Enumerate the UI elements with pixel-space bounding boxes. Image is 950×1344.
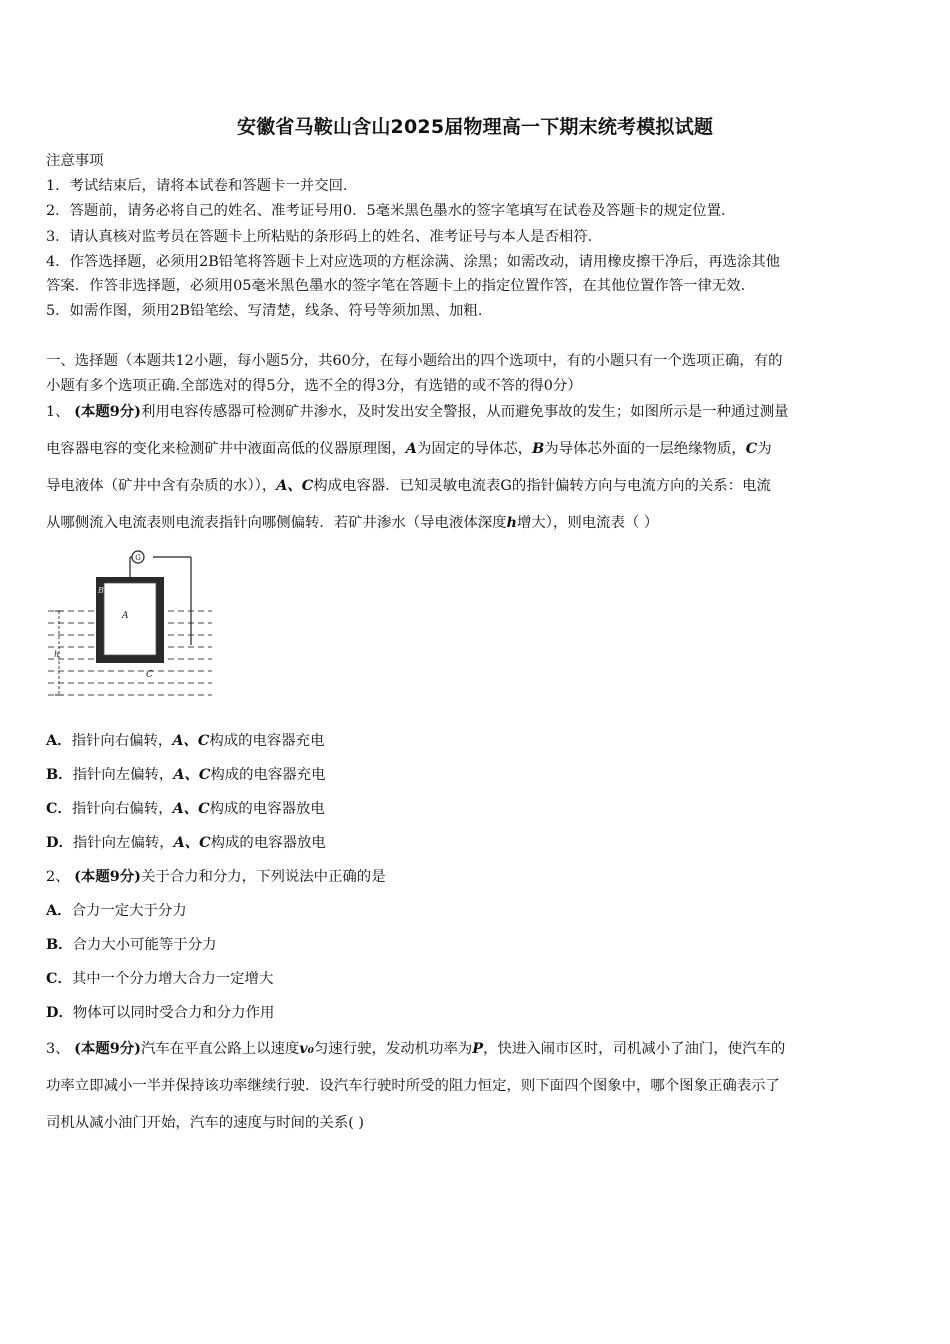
q1-score: (本题9分) <box>74 403 141 420</box>
notice-item-4: 4．作答选择题，必须用2B铅笔将答题卡上对应选项的方框涂满、涂黑；如需改动，请用橡皮擦干净后，再选涂其他 <box>46 254 781 270</box>
q1-option-b <box>46 765 325 785</box>
capacitor-diagram <box>46 545 214 705</box>
q1-option-a-post: 构成的电容器充电 <box>209 733 325 749</box>
q1-option-b-key: B． <box>46 766 73 783</box>
q1-option-c-pre: 指针向右偏转， <box>71 801 173 817</box>
q2-option-c-key: C． <box>46 970 72 987</box>
q1-line4 <box>46 513 658 533</box>
q1-text-2d: 为 <box>757 441 772 457</box>
q3-line2: 功率立即减小一半并保持该功率继续行驶．设汽车行驶时所受的阻力恒定，则下面四个图象中，哪个图象正确表示了 <box>46 1078 780 1094</box>
q1-text-4a: 从哪侧流入电流表则电流表指针向哪侧偏转．若矿井渗水（导电液体深度 <box>46 515 507 531</box>
q1-option-d-vars: A、C <box>173 834 211 851</box>
notice-item-5: 5．如需作图，须用2B铅笔绘、写清楚，线条、符号等须加黑、加粗． <box>46 303 493 319</box>
q3-text-1c: ，快进入闹市区时，司机减小了油门，使汽车的 <box>483 1041 786 1057</box>
q1-option-a-vars: A、C <box>172 732 210 749</box>
q1-var-a: A <box>405 440 417 457</box>
q2-option-d <box>46 1003 274 1023</box>
q1-text-4b: 增大），则电流表（ ） <box>516 515 659 531</box>
q1-var-h: h <box>506 514 517 531</box>
diagram-label-c: C <box>146 670 153 680</box>
q3-var-v0: v₀ <box>299 1040 314 1057</box>
q1-var-c: C <box>745 440 758 457</box>
q1-text-2c: 为导体芯外面的一层绝缘物质， <box>544 441 746 457</box>
q2-option-a-text: 合力一定大于分力 <box>71 903 187 919</box>
q3-score: (本题9分) <box>74 1040 141 1057</box>
q3-line1 <box>46 1039 785 1059</box>
q2-option-b <box>46 935 216 955</box>
q2-option-b-key: B． <box>46 936 73 953</box>
q1-number: 1、 <box>46 404 70 420</box>
q1-option-d-post: 构成的电容器放电 <box>210 835 326 851</box>
notice-item-4-cont: 答案．作答非选择题，必须用05毫米黑色墨水的签字笔在答题卡上的指定位置作答，在其他位置作答一律无效． <box>46 278 756 294</box>
q3-number: 3、 <box>46 1041 70 1057</box>
q1-option-a-pre: 指针向右偏转， <box>71 733 173 749</box>
notice-heading: 注意事项 <box>46 153 104 169</box>
q1-option-c-vars: A、C <box>172 800 210 817</box>
q3-line3: 司机从减小油门开始，汽车的速度与时间的关系( ) <box>46 1115 365 1131</box>
diagram-label-a: A <box>122 611 129 621</box>
q1-option-b-pre: 指针向左偏转， <box>72 767 174 783</box>
q2-option-a-key: A． <box>46 902 72 919</box>
q2-option-b-text: 合力大小可能等于分力 <box>72 937 217 953</box>
q2-option-d-key: D． <box>46 1004 73 1021</box>
q1-text-1: 利用电容传感器可检测矿井渗水，及时发出安全警报，从而避免事故的发生；如图所示是一种通过测量 <box>140 404 789 420</box>
q1-line2 <box>46 439 772 459</box>
diagram-label-b: B <box>98 586 104 595</box>
q1-option-b-vars: A、C <box>173 766 211 783</box>
q1-option-c <box>46 799 325 819</box>
section-intro-line2: 小题有多个选项正确.全部选对的得5分，选不全的得3分，有选错的或不答的得0分） <box>46 378 582 394</box>
q1-option-c-post: 构成的电容器放电 <box>209 801 325 817</box>
q1-text-2a: 电容器电容的变化来检测矿井中液面高低的仪器原理图， <box>46 441 406 457</box>
q1-line3 <box>46 476 771 496</box>
notice-item-1: 1．考试结束后，请将本试卷和答题卡一并交回． <box>46 178 358 194</box>
diagram-label-h: h <box>54 650 60 659</box>
q1-text-3b: 构成电容器．已知灵敏电流表G的指针偏转方向与电流方向的关系：电流 <box>313 478 771 494</box>
q2-option-d-text: 物体可以同时受合力和分力作用 <box>72 1005 275 1021</box>
q2-text: 关于合力和分力，下列说法中正确的是 <box>140 869 386 885</box>
q1-var-b: B <box>532 440 545 457</box>
q2-number: 2、 <box>46 869 70 885</box>
q1-option-a-key: A． <box>46 732 72 749</box>
section-intro-line1: 一、选择题（本题共12小题，每小题5分，共60分，在每小题给出的四个选项中，有的小题只有一个选项正确，有的 <box>46 353 783 369</box>
q1-option-d <box>46 833 326 853</box>
q1-var-ac: A、C <box>276 477 314 494</box>
q2-stem <box>46 867 386 887</box>
q1-line1 <box>46 402 789 422</box>
q2-option-c <box>46 969 273 989</box>
q3-var-p: P <box>472 1040 484 1057</box>
q1-option-d-key: D． <box>46 834 73 851</box>
q1-option-c-key: C． <box>46 800 72 817</box>
q2-option-c-text: 其中一个分力增大合力一定增大 <box>71 971 274 987</box>
q2-score: (本题9分) <box>74 868 141 885</box>
notice-item-3: 3．请认真核对监考员在答题卡上所粘贴的条形码上的姓名、准考证号与本人是否相符． <box>46 229 603 245</box>
q1-text-3a: 导电液体（矿井中含有杂质的水））， <box>46 478 277 494</box>
q1-option-a <box>46 731 324 751</box>
q1-option-b-post: 构成的电容器充电 <box>210 767 326 783</box>
q1-text-2b: 为固定的导体芯， <box>416 441 533 457</box>
diagram-label-g: G <box>135 554 141 562</box>
notice-item-2: 2．答题前，请务必将自己的姓名、准考证号用0．5毫米黑色墨水的签字笔填写在试卷及答题卡的规定位置． <box>46 203 736 219</box>
q3-text-1b: 匀速行驶，发动机功率为 <box>313 1041 473 1057</box>
q2-option-a <box>46 901 187 921</box>
q3-text-1a: 汽车在平直公路上以速度 <box>140 1041 300 1057</box>
page-title: 安徽省马鞍山含山2025届物理高一下期末统考模拟试题 <box>236 116 714 138</box>
q1-option-d-pre: 指针向左偏转， <box>72 835 174 851</box>
